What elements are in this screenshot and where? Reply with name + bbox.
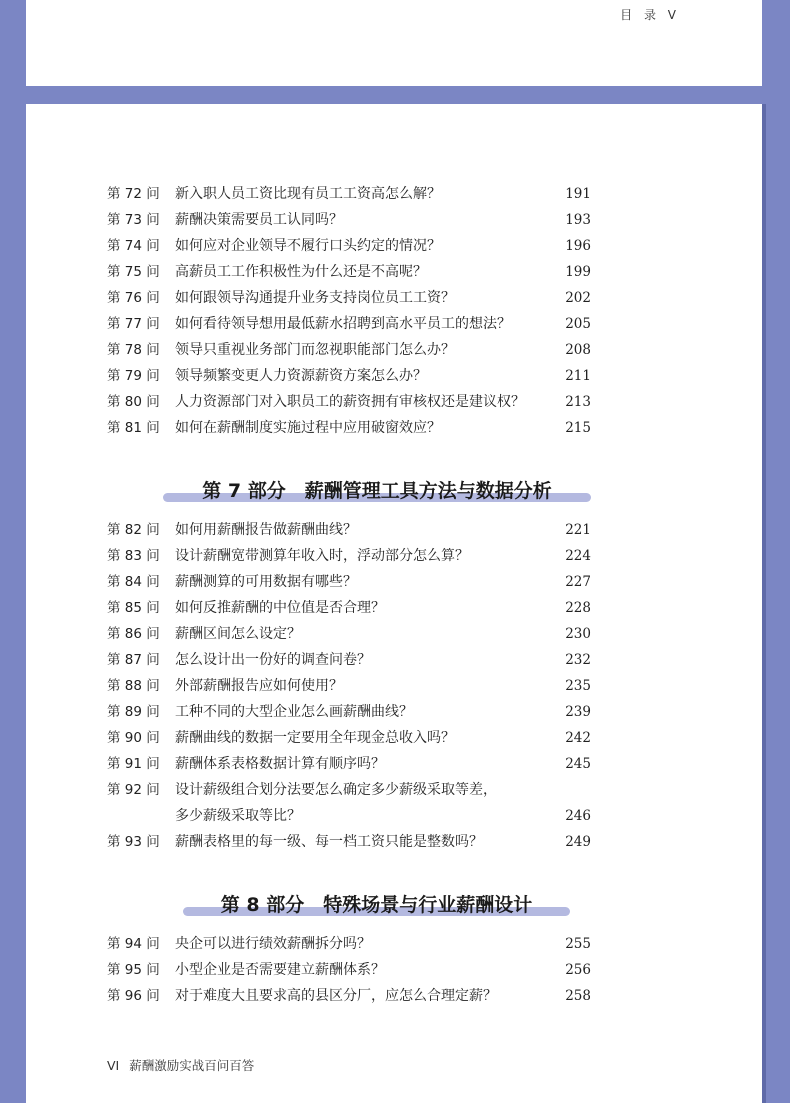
page-number: 246 [565,808,591,824]
toc-entry [107,623,591,645]
question-title: 如何反推薪酬的中位值是否合理？ [175,600,385,616]
toc-entry [107,779,591,801]
running-header: 目 录 V [620,8,680,22]
question-number: 第 89 问 [107,704,160,720]
question-number: 第 88 问 [107,678,160,694]
question-title: 多少薪级采取等比？ [175,808,301,824]
question-title: 对于难度大且要求高的县区分厂，应怎么合理定薪？ [175,988,497,1004]
question-title: 领导频繁变更人力资源薪资方案怎么办？ [175,368,427,384]
question-title: 设计薪酬宽带测算年收入时，浮动部分怎么算？ [175,548,469,564]
question-title: 领导只重视业务部门而忽视职能部门怎么办？ [175,342,455,358]
toc-entry [107,831,591,853]
question-title: 设计薪级组合划分法要怎么确定多少薪级采取等差， [175,782,497,798]
question-number: 第 95 问 [107,962,160,978]
question-title: 薪酬表格里的每一级、每一档工资只能是整数吗？ [175,834,483,850]
section-title: 第 7 部分 薪酬管理工具方法与数据分析 [202,480,552,502]
toc-entry [107,727,591,749]
toc-entry [107,391,591,413]
section-title: 第 8 部分 特殊场景与行业薪酬设计 [220,894,533,916]
question-number: 第 93 问 [107,834,160,850]
question-number: 第 74 问 [107,238,160,254]
toc-entry [107,805,591,827]
page-edge [762,104,766,1103]
page-number: 199 [565,264,591,280]
question-title: 薪酬体系表格数据计算有顺序吗？ [175,756,385,772]
toc-entry [107,417,591,439]
question-title: 薪酬测算的可用数据有哪些？ [175,574,357,590]
toc-entry [107,183,591,205]
page-number: 227 [565,574,591,590]
page-number: 193 [565,212,591,228]
page-number: 224 [565,548,591,564]
question-title: 薪酬决策需要员工认同吗？ [175,212,343,228]
page-number: 211 [565,368,591,384]
page-number: 202 [565,290,591,306]
toc-entry [107,235,591,257]
page-number: 208 [565,342,591,358]
question-number: 第 92 问 [107,782,160,798]
page-number: 191 [565,186,591,202]
question-number: 第 91 问 [107,756,160,772]
question-number: 第 94 问 [107,936,160,952]
page-number: 205 [565,316,591,332]
page-number: 232 [565,652,591,668]
page-number: 235 [565,678,591,694]
page-number: 245 [565,756,591,772]
toc-entry [107,597,591,619]
question-title: 薪酬曲线的数据一定要用全年现金总收入吗？ [175,730,455,746]
page-number: 249 [565,834,591,850]
toc-entry [107,675,591,697]
toc-entry [107,339,591,361]
toc-entry [107,701,591,723]
question-number: 第 79 问 [107,368,160,384]
question-number: 第 76 问 [107,290,160,306]
page-footer [107,1056,254,1074]
question-title: 如何看待领导想用最低薪水招聘到高水平员工的想法？ [175,316,511,332]
toc-entry [107,959,591,981]
question-title: 外部薪酬报告应如何使用？ [175,678,343,694]
section-heading-7 [163,478,591,508]
toc-entry [107,261,591,283]
question-title: 怎么设计出一份好的调查问卷？ [175,652,371,668]
question-number: 第 90 问 [107,730,160,746]
question-number: 第 82 问 [107,522,160,538]
toc-entry [107,545,591,567]
question-number: 第 75 问 [107,264,160,280]
question-number: 第 77 问 [107,316,160,332]
question-title: 如何应对企业领导不履行口头约定的情况？ [175,238,441,254]
question-title: 如何用薪酬报告做薪酬曲线？ [175,522,357,538]
question-title: 高薪员工工作积极性为什么还是不高呢？ [175,264,427,280]
toc-entry [107,209,591,231]
page-number: 221 [565,522,591,538]
page-number: 230 [565,626,591,642]
book-title: 薪酬激励实战百问百答 [129,1058,255,1073]
page-number: 256 [565,962,591,978]
question-title: 如何跟领导沟通提升业务支持岗位员工工资？ [175,290,455,306]
question-number: 第 78 问 [107,342,160,358]
page-number: 242 [565,730,591,746]
question-number: 第 84 问 [107,574,160,590]
question-title: 如何在薪酬制度实施过程中应用破窗效应？ [175,420,441,436]
toc-entry [107,287,591,309]
page-number: 228 [565,600,591,616]
section-heading-8 [183,892,570,922]
previous-page-strip [26,0,762,86]
question-title: 人力资源部门对入职员工的薪资拥有审核权还是建议权？ [175,394,525,410]
toc-entry [107,985,591,1007]
question-number: 第 80 问 [107,394,160,410]
question-title: 工种不同的大型企业怎么画薪酬曲线？ [175,704,413,720]
question-number: 第 86 问 [107,626,160,642]
toc-entry [107,933,591,955]
page-number: 239 [565,704,591,720]
toc-entry [107,313,591,335]
toc-entry [107,753,591,775]
question-title: 薪酬区间怎么设定？ [175,626,301,642]
question-number: 第 96 问 [107,988,160,1004]
toc-entry [107,571,591,593]
question-number: 第 81 问 [107,420,160,436]
question-number: 第 85 问 [107,600,160,616]
toc-entry [107,365,591,387]
page-number: 215 [565,420,591,436]
toc-entry [107,649,591,671]
question-number: 第 87 问 [107,652,160,668]
page-number: 213 [565,394,591,410]
question-title: 新入职人员工资比现有员工工资高怎么解？ [175,186,441,202]
question-number: 第 83 问 [107,548,160,564]
page-number: 258 [565,988,591,1004]
page-number: 196 [565,238,591,254]
question-title: 小型企业是否需要建立薪酬体系？ [175,962,385,978]
question-title: 央企可以进行绩效薪酬拆分吗？ [175,936,371,952]
question-number: 第 72 问 [107,186,160,202]
page-number: VI [107,1058,120,1073]
page-number: 255 [565,936,591,952]
toc-entry [107,519,591,541]
question-number: 第 73 问 [107,212,160,228]
